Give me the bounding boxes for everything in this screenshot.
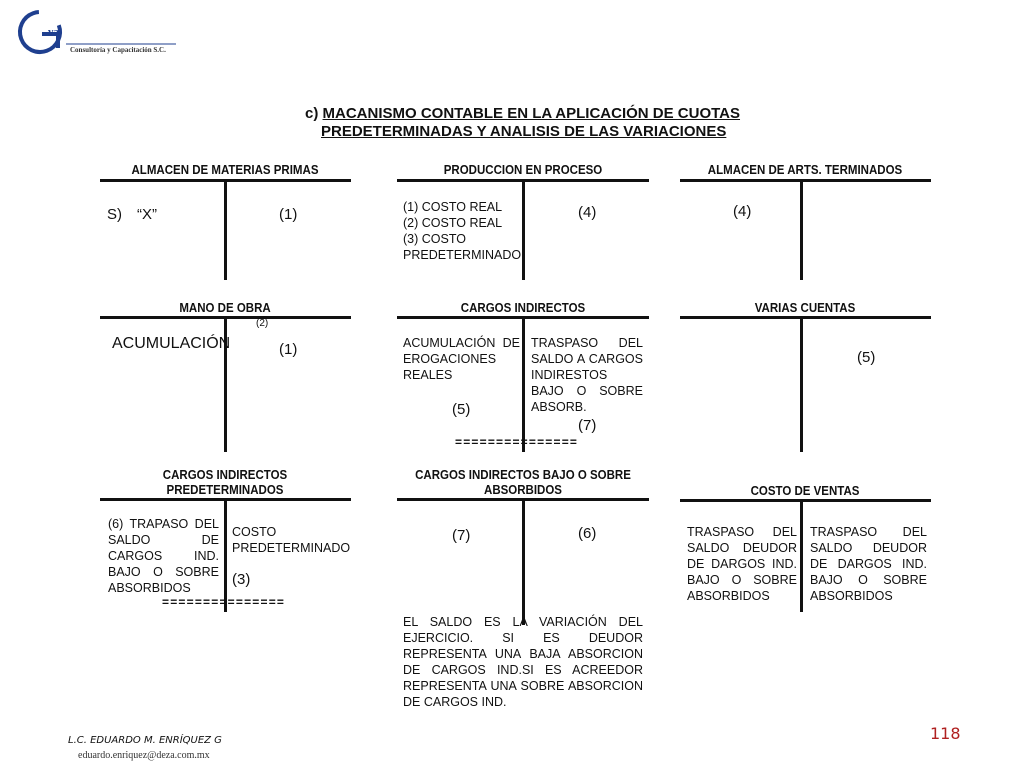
bajo-sobre-debit: (7) (452, 527, 471, 544)
account-title-costo-ventas: COSTO DE VENTAS (750, 484, 860, 498)
slide-title (305, 105, 740, 141)
produccion-debit (403, 199, 523, 263)
title-line-1: MACANISMO CONTABLE EN LA APLICACIÓN DE CUOTAS (322, 105, 741, 122)
cargos-indirectos-debit-text: ACUMULACIÓN DE EROGACIONES REALES (403, 336, 520, 382)
bajo-sobre-credit: (6) (578, 525, 597, 542)
t-account-divider (800, 500, 803, 612)
account-title-cargos-indirectos: CARGOS INDIRECTOS (460, 301, 586, 315)
terminados-debit: (4) (733, 203, 752, 220)
t-account-top-line (680, 499, 931, 502)
predeterminados-title-2: PREDETERMINADOS (166, 483, 284, 497)
predeterminados-title-1: CARGOS INDIRECTOS (162, 468, 288, 482)
account-title-materias-primas: ALMACEN DE MATERIAS PRIMAS (131, 163, 319, 177)
mano-obra-credit: (1) (279, 341, 298, 358)
closing-equals-line: =============== (455, 435, 579, 449)
predeterminados-credit-ref: (3) (232, 571, 251, 588)
cargos-indirectos-debit-ref: (5) (452, 401, 471, 418)
materias-credit: (1) (279, 206, 298, 223)
footer-email: eduardo.enriquez@deza.com.mx (78, 750, 210, 761)
account-title-produccion: PRODUCCION EN PROCESO (443, 163, 603, 177)
closing-equals-line: =============== (162, 595, 286, 609)
costo-ventas-credit-text: TRASPASO DEL SALDO DEUDOR DE DARGOS IND. BAJO O SOBRE ABSORBIDOS (810, 525, 927, 603)
page-number: 118 (930, 724, 961, 743)
title-line-2: PREDETERMINADAS Y ANALISIS DE LAS VARIACIONES (321, 123, 727, 140)
produccion-debit-3: (3) COSTO (403, 232, 466, 246)
predeterminados-credit-text: COSTO PREDETERMINADO (232, 525, 351, 555)
produccion-debit-1: (1) COSTO REAL (403, 200, 503, 214)
produccion-debit-4: PREDETERMINADO (403, 248, 522, 262)
account-title-mano-obra: MANO DE OBRA (179, 301, 271, 315)
logo-company-name: Consultoría y Capacitación S.C. (70, 46, 166, 54)
varias-credit: (5) (857, 349, 876, 366)
cargos-indirectos-credit-text: TRASPASO DEL SALDO A CARGOS INDIRESTOS BAJO O SOBRE ABSORB. (531, 336, 643, 414)
bajo-sobre-title-1: CARGOS INDIRECTOS BAJO O SOBRE (415, 468, 631, 482)
t-account-divider (800, 317, 803, 452)
mano-obra-debit: ACUMULACIÓN (112, 335, 231, 352)
t-account-top-line (680, 179, 931, 182)
produccion-credit: (4) (578, 204, 597, 221)
t-account-divider (522, 317, 525, 452)
mano-obra-note: (2) (256, 318, 269, 329)
materias-debit-label: S) (107, 206, 122, 223)
t-account-divider (224, 180, 227, 280)
t-account-divider (800, 180, 803, 280)
costo-ventas-debit-text: TRASPASO DEL SALDO DEUDOR DE DARGOS IND. BAJO O SOBRE ABSORBIDOS (687, 525, 797, 603)
cargos-indirectos-credit-ref: (7) (578, 417, 597, 434)
t-account-top-line (680, 316, 931, 319)
account-title-varias-cuentas: VARIAS CUENTAS (754, 301, 856, 315)
logo-initial (18, 6, 19, 7)
account-title-predeterminados (110, 468, 340, 498)
materias-debit-value: “X” (137, 206, 157, 223)
bajo-sobre-note: EL SALDO ES LA VARIACIÓN DEL EJERCICIO. SI ES DEUDOR REPRESENTA UNA BAJA ABSORCION DE CARGOS IND.SI ES ACREEDOR REPRESENTA UNA SOBRE ABSORCION DE CARGOS IND. (403, 615, 643, 709)
t-account-divider (522, 499, 525, 625)
account-title-bajo-sobre (407, 468, 639, 498)
account-title-terminados: ALMACEN DE ARTS. TERMINADOS (707, 163, 903, 177)
predeterminados-debit-text: (6) TRAPASO DEL SALDO DE CARGOS IND. BAJO O SOBRE ABSORBIDOS (108, 517, 219, 595)
logo-mark: va (48, 26, 59, 38)
produccion-debit-2: (2) COSTO REAL (403, 216, 503, 230)
footer-author: L.C. EDUARDO M. ENRÍQUEZ G (68, 735, 222, 746)
bajo-sobre-title-2: ABSORBIDOS (484, 483, 562, 497)
title-prefix: c) (305, 105, 319, 122)
